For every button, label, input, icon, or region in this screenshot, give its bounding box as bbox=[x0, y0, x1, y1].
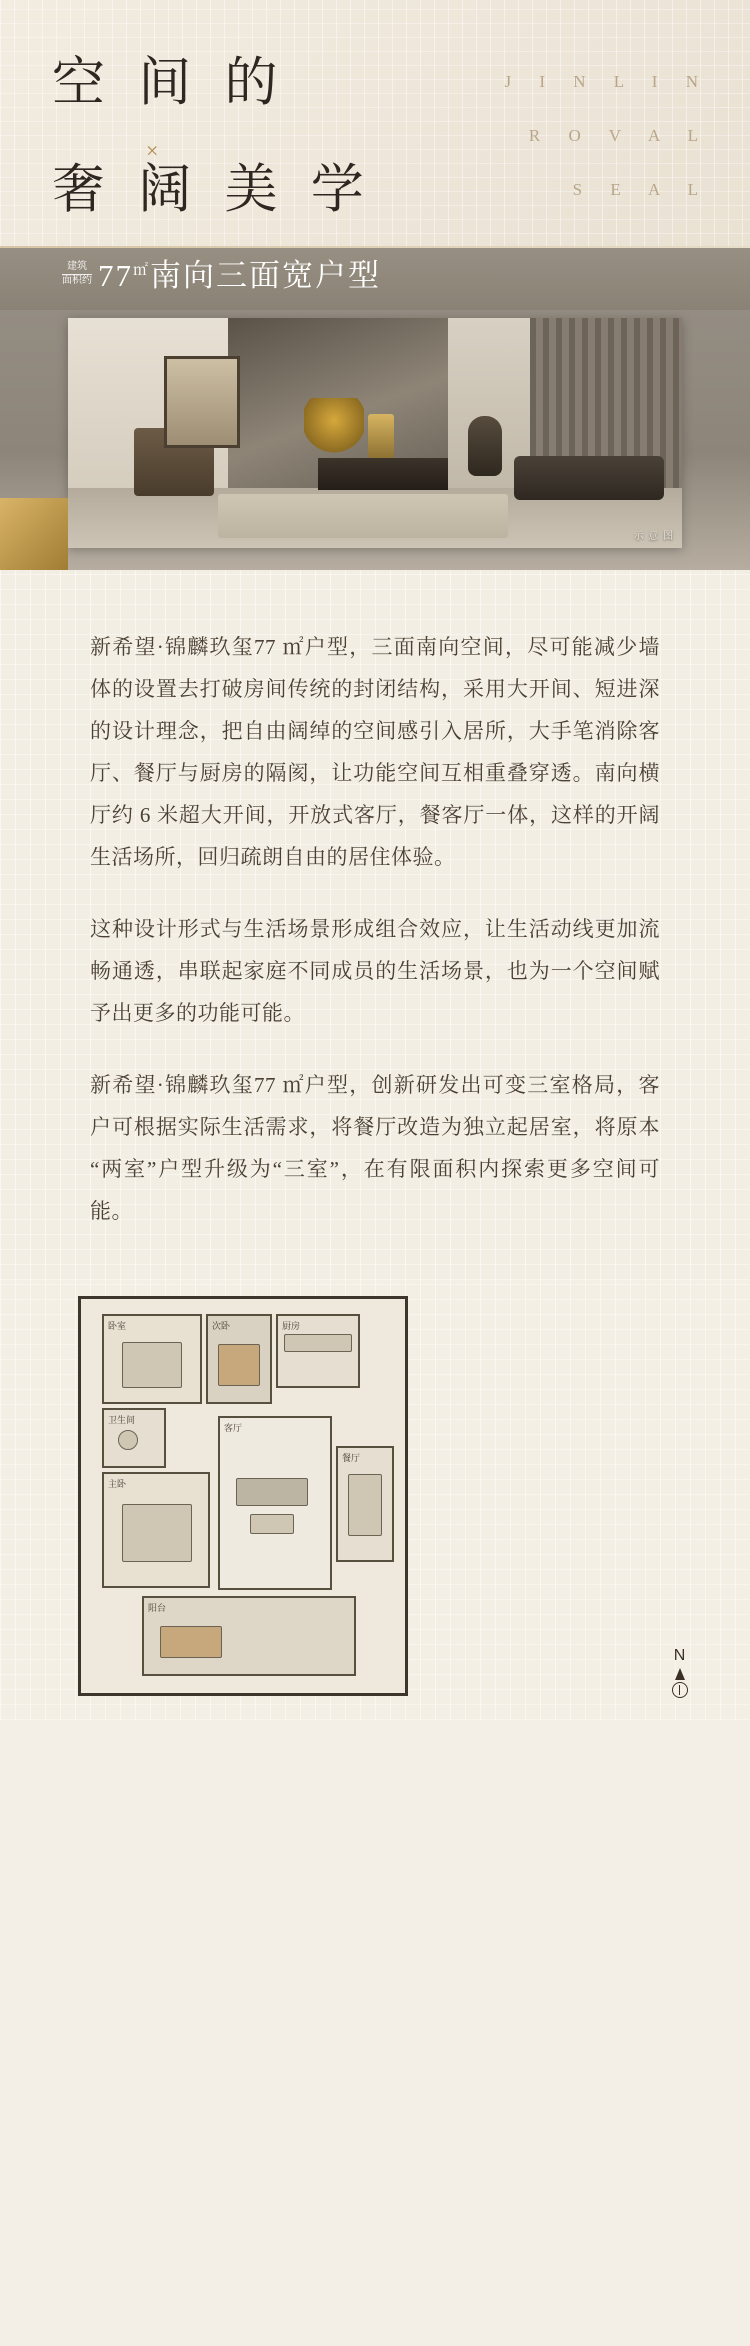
room-label-secondary-bedroom: 次卧 bbox=[212, 1321, 231, 1331]
furniture-living-sofa bbox=[236, 1478, 308, 1506]
floorplan-drawing bbox=[78, 1296, 408, 1696]
section-title-unit: ㎡ bbox=[133, 262, 151, 279]
hero-english-line-3: S E A L bbox=[572, 180, 710, 199]
furniture-toilet bbox=[118, 1430, 138, 1450]
furniture-desk bbox=[218, 1344, 260, 1386]
hero-english-line-2: R O V A L bbox=[528, 126, 710, 145]
section-title-bar bbox=[0, 248, 750, 310]
floorplan-room-bathroom bbox=[102, 1408, 166, 1468]
room-label-master-bedroom: 主卧 bbox=[108, 1479, 127, 1489]
area-badge-bottom: 面积约 bbox=[62, 275, 92, 286]
room-label-balcony: 阳台 bbox=[148, 1603, 167, 1613]
room-label-bedroom: 卧室 bbox=[108, 1321, 127, 1331]
room-label-living: 客厅 bbox=[224, 1423, 243, 1433]
hero-cross-icon: × bbox=[146, 138, 159, 163]
floorplan-room-master-bedroom bbox=[102, 1472, 210, 1588]
room-label-bathroom: 卫生间 bbox=[108, 1415, 136, 1425]
photo-wall-art bbox=[164, 356, 240, 448]
furniture-coffee-table bbox=[250, 1514, 294, 1534]
floorplan-room-bedroom bbox=[102, 1314, 202, 1404]
hero-banner bbox=[0, 0, 750, 248]
paragraph-1: 新希望·锦麟玖玺77 ㎡户型，三面南向空间，尽可能减少墙体的设置去打破房间传统的封闭结构，采用大开间、短进深的设计理念，把自由阔绰的空间感引入居所，大手笔消除客厅、餐厅与厨房的隔阂，让功能空间互相重叠穿透。南向横厅约 6 米超大开间，开放式客厅，餐客厅一体，这样的开阔生活场所，回归疏朗自由的居住体验。 bbox=[90, 635, 660, 869]
floorplan-room-dining bbox=[336, 1446, 394, 1562]
photo-flower-arrangement bbox=[304, 398, 364, 454]
area-badge bbox=[62, 261, 92, 291]
photo-sofa bbox=[514, 456, 664, 500]
compass-circle-icon bbox=[672, 1682, 688, 1698]
furniture-bed bbox=[122, 1342, 182, 1388]
body-text-band bbox=[0, 570, 750, 1280]
room-label-kitchen: 厨房 bbox=[282, 1321, 301, 1331]
hero-title-line-2: 奢 阔 美 学 bbox=[52, 160, 374, 219]
hero-title-block bbox=[52, 52, 374, 221]
compass-arrow-icon bbox=[675, 1668, 685, 1680]
compass-icon bbox=[672, 1647, 688, 1698]
gold-corner-accent bbox=[0, 498, 68, 570]
photo-table-lamp bbox=[368, 414, 394, 458]
compass-north-label: N bbox=[673, 1647, 687, 1664]
interior-photo bbox=[68, 318, 682, 548]
paragraph-3: 新希望·锦麟玖玺77 ㎡户型，创新研发出可变三室格局，客户可根据实际生活需求，将餐厅改造为独立起居室，将原本“两室”户型升级为“三室”，在有限面积内探索更多空间可能。 bbox=[90, 1073, 660, 1223]
photo-floor-vase bbox=[468, 416, 502, 476]
area-badge-top: 建筑 bbox=[62, 261, 92, 275]
hero-english-block bbox=[450, 72, 710, 234]
section-title-suffix: 南向三面宽户型 bbox=[150, 258, 382, 293]
furniture-counter bbox=[284, 1334, 352, 1352]
photo-rug bbox=[218, 494, 508, 538]
floorplan-room-living bbox=[218, 1416, 332, 1590]
floorplan-room-kitchen bbox=[276, 1314, 360, 1388]
floorplan-band bbox=[0, 1280, 750, 1720]
section-title-text bbox=[98, 260, 381, 291]
section-title-inner bbox=[62, 260, 381, 291]
hero-english-line-1: J I N L I N bbox=[504, 72, 710, 91]
section-title-number: 77 bbox=[98, 258, 133, 293]
furniture-dining-table bbox=[348, 1474, 382, 1536]
photo-caption: 示 意 图 bbox=[633, 531, 674, 542]
floorplan-room-secondary-bedroom bbox=[206, 1314, 272, 1404]
floorplan-room-balcony bbox=[142, 1596, 356, 1676]
paragraph-2: 这种设计形式与生活场景形成组合效应，让生活动线更加流畅通透，串联起家庭不同成员的生活场景，也为一个空间赋予出更多的功能可能。 bbox=[90, 917, 660, 1025]
photo-sideboard bbox=[318, 458, 448, 490]
photo-band bbox=[0, 310, 750, 570]
furniture-master-bed bbox=[122, 1504, 192, 1562]
furniture-balcony-bench bbox=[160, 1626, 222, 1658]
hero-title-line-1: 空 间 的 bbox=[52, 54, 288, 112]
room-label-dining: 餐厅 bbox=[342, 1453, 361, 1463]
